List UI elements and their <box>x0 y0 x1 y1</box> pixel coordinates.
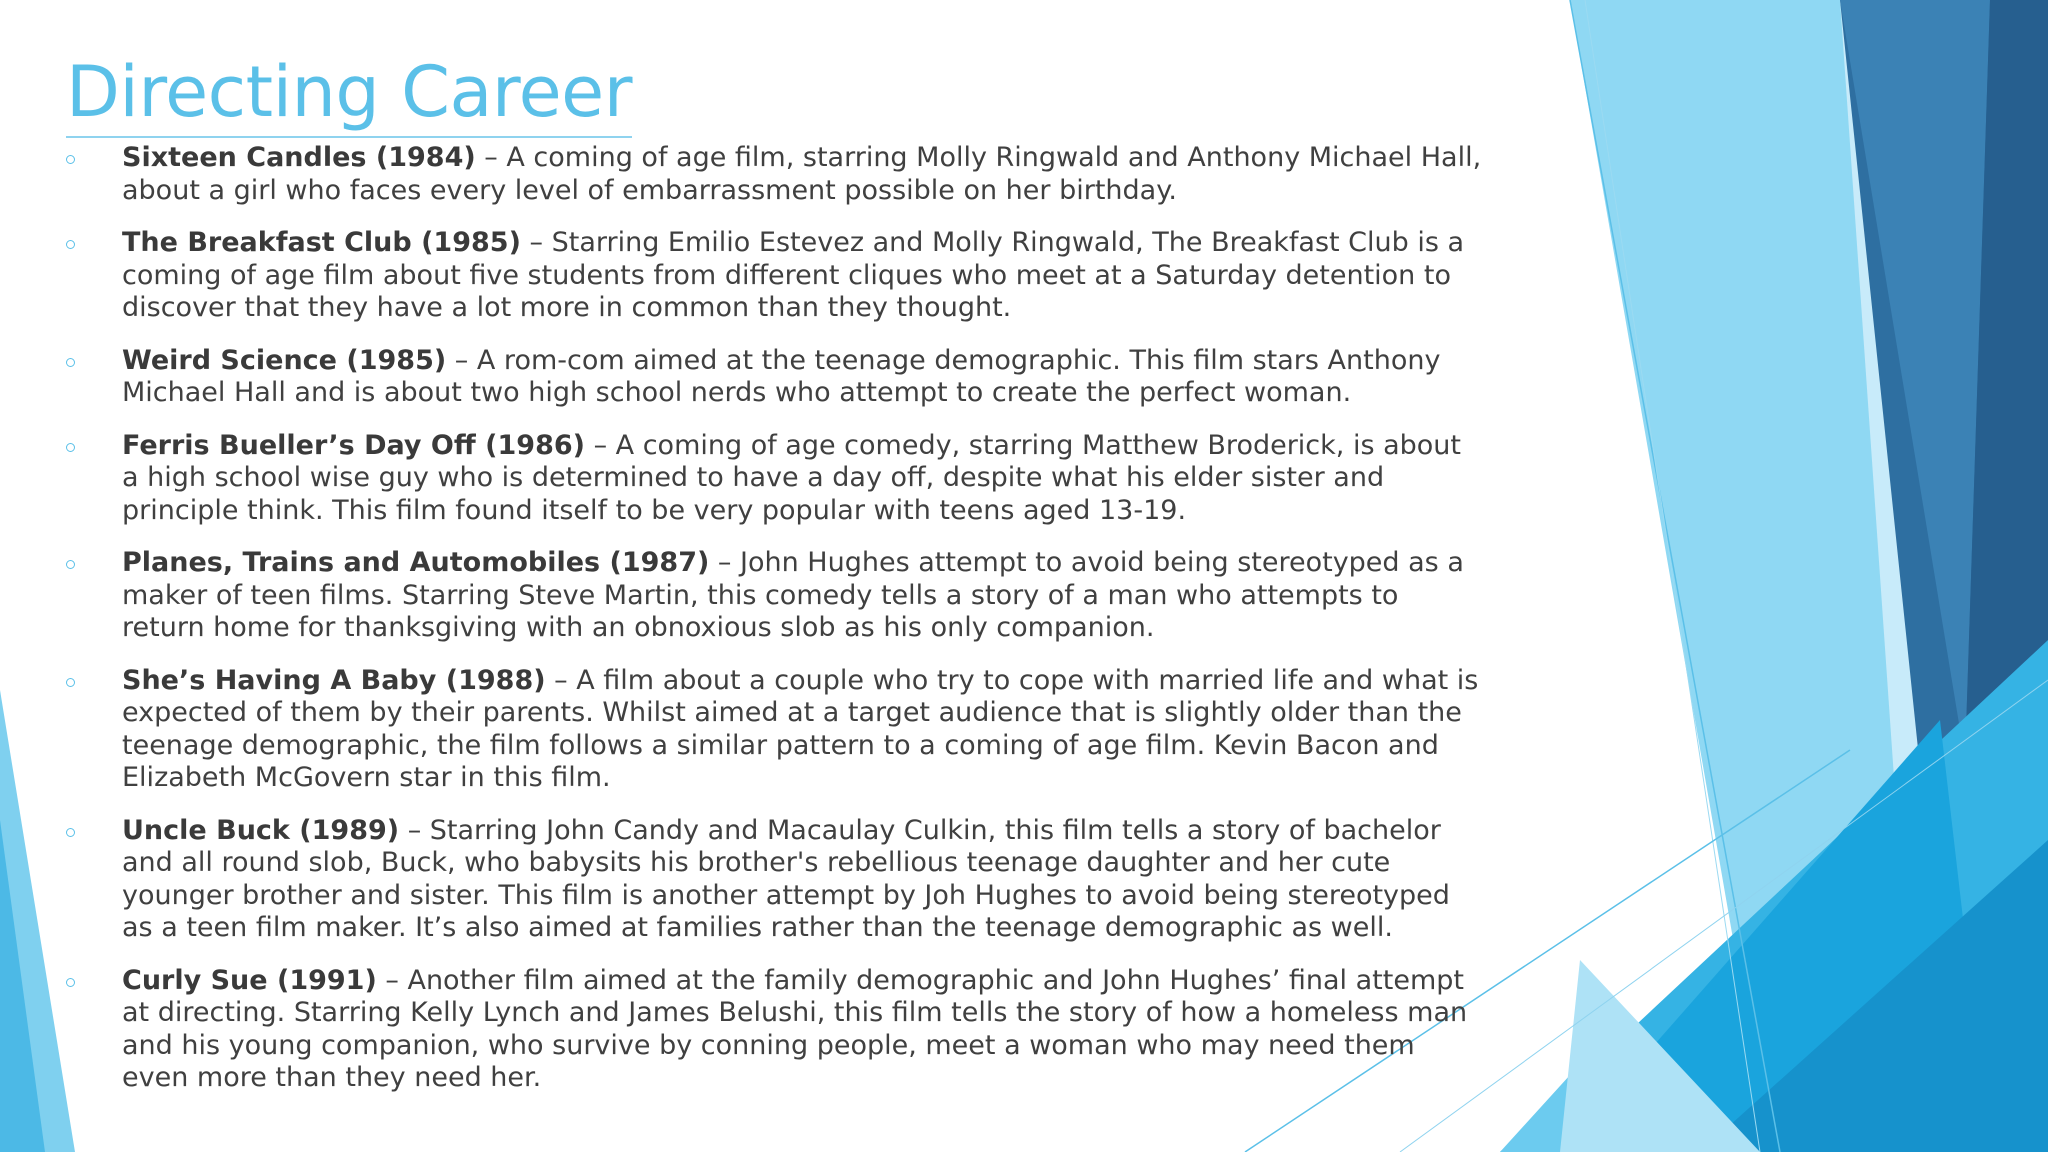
film-description: – John Hughes attempt to avoid being stereotyped as a maker of teen films. Starring Steve Martin, this comedy tells a story of a man who attempts to return home for thanksgiving with an obnoxious slob as his only companion. <box>122 547 1464 643</box>
list-item <box>66 142 1486 207</box>
hollow-circle-icon <box>66 678 75 687</box>
list-item <box>66 547 1486 645</box>
hollow-circle-icon <box>66 978 75 987</box>
hollow-circle-icon <box>66 240 75 249</box>
list-item <box>66 815 1486 945</box>
film-title: Weird Science (1985) <box>122 344 447 376</box>
film-description: – A coming of age comedy, starring Matthew Broderick, is about a high school wise guy who is determined to have a day off, despite what his elder sister and principle think. This film found itself to be very popular with teens aged 13-19. <box>122 429 1462 526</box>
film-description: – A coming of age film, starring Molly Ringwald and Anthony Michael Hall, about a girl who faces every level of embarrassment possible on her birthday. <box>122 142 1482 206</box>
list-item <box>66 965 1486 1095</box>
film-description: – Starring John Candy and Macaulay Culkin, this film tells a story of bachelor and all round slob, Buck, who babysits his brother's rebellious teenage daughter and her cute younger brother and sister. This film is another attempt by Joh Hughes to avoid being stereotyped as a teen film maker. It’s also aimed at families rather than the teenage demographic as well. <box>122 814 1450 943</box>
film-title: Sixteen Candles (1984) <box>122 142 476 173</box>
hollow-circle-icon <box>66 443 75 452</box>
list-item <box>66 345 1486 410</box>
film-title: Planes, Trains and Automobiles (1987) <box>122 547 710 578</box>
film-title: Curly Sue (1991) <box>122 964 377 996</box>
film-title: Ferris Bueller’s Day Off (1986) <box>122 429 585 461</box>
list-item <box>66 227 1486 325</box>
film-description: – A rom-com aimed at the teenage demographic. This film stars Anthony Michael Hall and is about two high school nerds who attempt to create the perfect woman. <box>122 344 1441 408</box>
hollow-circle-icon <box>66 155 75 164</box>
hollow-circle-icon <box>66 560 75 569</box>
slide-title: Directing Career <box>66 48 632 138</box>
film-description: – A film about a couple who try to cope with married life and what is expected of them by their parents. Whilst aimed at a target audience that is slightly older than the teenage demographic, the film follows a similar pattern to a coming of age film. Kevin Bacon and Elizabeth McGovern star in this film. <box>122 664 1479 793</box>
film-description: – Another film aimed at the family demographic and John Hughes’ final attempt at directing. Starring Kelly Lynch and James Belushi, this film tells the story of how a homeless man and his young companion, who survive by conning people, meet a woman who may need them even more than they need her. <box>122 964 1468 1093</box>
hollow-circle-icon <box>66 358 75 367</box>
film-title: The Breakfast Club (1985) <box>122 227 521 258</box>
film-description: – Starring Emilio Estevez and Molly Ringwald, The Breakfast Club is a coming of age film about five students from different cliques who meet at a Saturday detention to discover that they have a lot more in common than they thought. <box>122 227 1465 323</box>
film-title: Uncle Buck (1989) <box>122 814 400 846</box>
hollow-circle-icon <box>66 828 75 837</box>
list-item <box>66 665 1486 795</box>
film-title: She’s Having A Baby (1988) <box>122 664 546 696</box>
list-item <box>66 430 1486 528</box>
film-list <box>66 142 1486 1115</box>
